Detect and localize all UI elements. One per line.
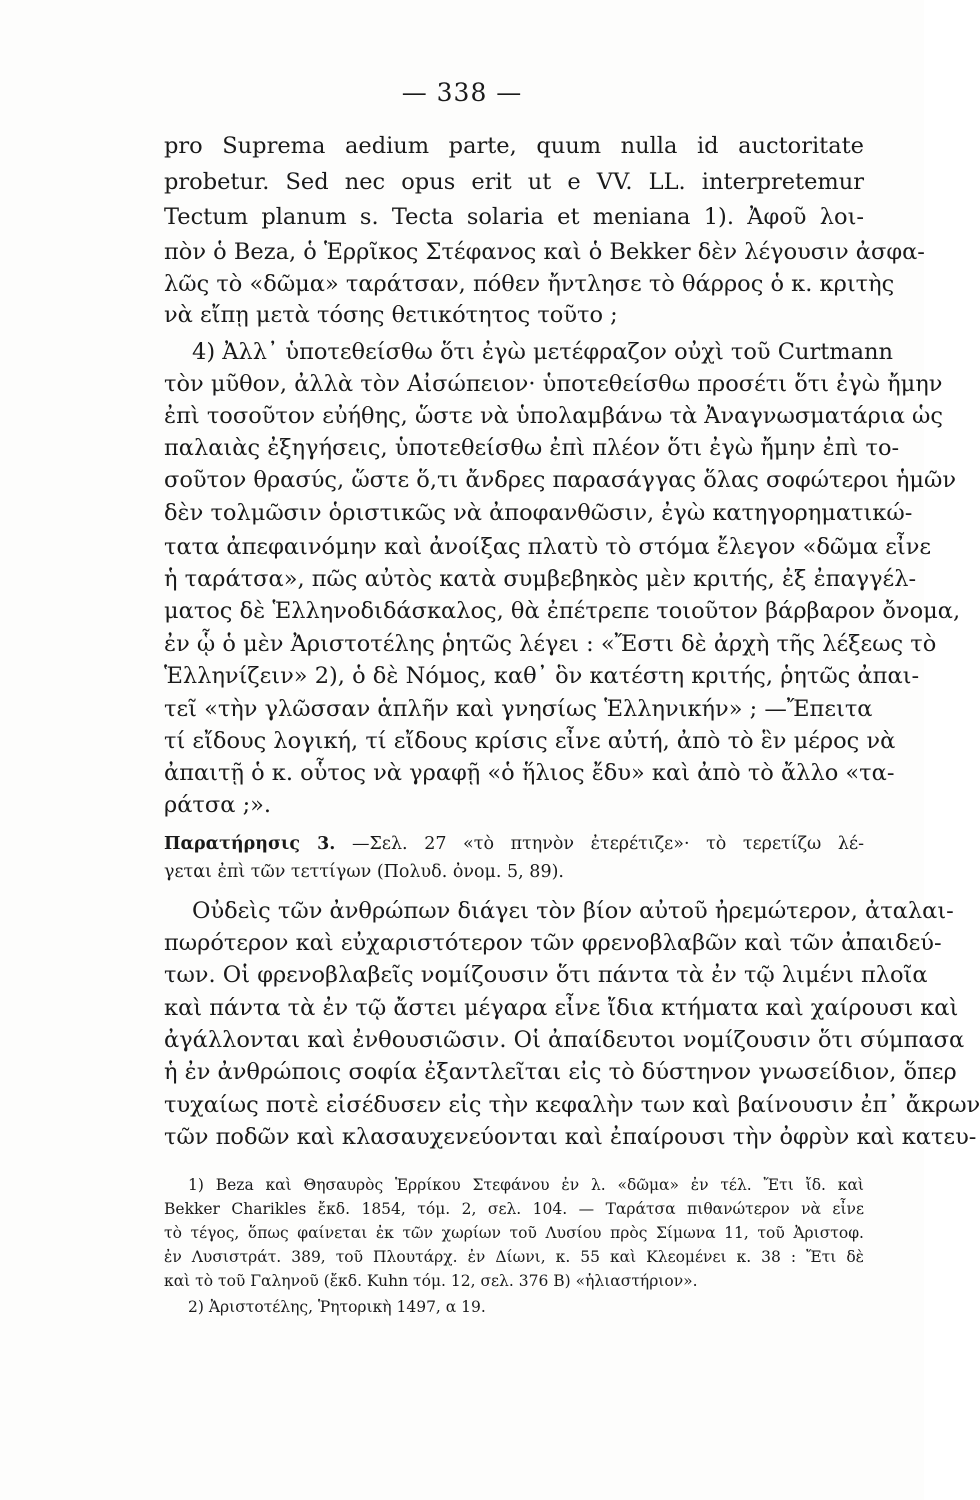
- text-line: ἡ ἐν ἀνθρώποις σοφία ἐξαντλεῖται εἰς τὸ δύστηνον γνωσείδιον, ὅπερ: [164, 1059, 957, 1085]
- footnote-line: ἐν Λυσιστράτ. 389, τοῦ Πλουτάρχ. ἐν Δίωνι, κ. 55 καὶ Κλεομένει κ. 38 : Ἔτι δὲ: [164, 1248, 864, 1266]
- text-line: pro Suprema aedium parte, quum nulla id auctoritate: [164, 133, 864, 159]
- text-line: τί εἴδους λογική, τί εἴδους κρίσις εἶνε αὐτή, ἀπὸ τὸ ἓν μέρος νὰ: [164, 728, 896, 754]
- text-line: των. Οἱ φρενοβλαβεῖς νομίζουσιν ὅτι πάντα τὰ ἐν τῷ λιμένι πλοῖα: [164, 962, 928, 988]
- text-line: πωρότερον καὶ εὐχαριστότερον τῶν φρενοβλαβῶν καὶ τῶν ἀπαιδεύ-: [164, 930, 942, 956]
- text-line: σοῦτον θρασύς, ὥστε ὅ,τι ἄνδρες παρασάγγας ὅλας σοφώτεροι ἡμῶν: [164, 467, 956, 493]
- footnote-line: τὸ τέγος, ὅπως φαίνεται ἐκ τῶν χωρίων τοῦ Λυσίου πρὸς Σίμωνα 11, τοῦ Ἀριστοφ.: [164, 1224, 864, 1242]
- text-line: παλαιὰς ἐξηγήσεις, ὑποτεθείσθω ἐπὶ πλέον ὅτι ἐγὼ ἤμην ἐπὶ το-: [164, 435, 900, 461]
- text-line: ἀγάλλονται καὶ ἐνθουσιῶσιν. Οἱ ἀπαίδευτοι νομίζουσιν ὅτι σύμπασα: [164, 1027, 965, 1053]
- text-line: τυχαίως ποτὲ εἰσέδυσεν εἰς τὴν κεφαλὴν των καὶ βαίνουσιν ἐπ᾽ ἄκρων: [164, 1092, 980, 1118]
- text-line: τεῖ «τὴν γλῶσσαν ἁπλῆν καὶ γνησίως Ἑλληνικήν» ; —Ἔπειτα: [164, 696, 873, 722]
- text-line: Tectum planum s. Tecta solaria et meniana 1). Ἀφοῦ λοι-: [164, 204, 864, 230]
- text-line: ματος δὲ Ἑλληνοδιδάσκαλος, θὰ ἐπέτρεπε τοιοῦτον βάρβαρον ὄνομα,: [164, 598, 961, 624]
- text-line: τατα ἀπεφαινόμην καὶ ἀνοίξας πλατὺ τὸ στόμα ἔλεγον «δῶμα εἶνε: [164, 534, 932, 560]
- text-line: 4) Ἀλλ᾽ ὑποτεθείσθω ὅτι ἐγὼ μετέφραζον οὐχὶ τοῦ Curtmann: [192, 339, 893, 365]
- text-line: probetur. Sed nec opus erit ut e VV. LL. interpretemur: [164, 169, 864, 195]
- text-line: ἐπὶ τοσοῦτον εὐήθης, ὥστε νὰ ὑπολαμβάνω τὰ Ἀναγνωσματάρια ὡς: [164, 403, 943, 429]
- note-line: γεται ἐπὶ τῶν τεττίγων (Πολυδ. ὀνομ. 5, 89).: [164, 862, 564, 882]
- footnote-line: καὶ τὸ τοῦ Γαληνοῦ (ἔκδ. Kuhn τόμ. 12, σελ. 376 Β) «ἡλιαστήριον».: [164, 1272, 698, 1290]
- text-line: δὲν τολμῶσιν ὁριστικῶς νὰ ἀποφανθῶσιν, ἐγὼ κατηγορηματικώ-: [164, 500, 913, 526]
- text-line: καὶ πάντα τὰ ἐν τῷ ἄστει μέγαρα εἶνε ἴδια κτήματα καὶ χαίρουσι καὶ: [164, 995, 959, 1021]
- text-line: ἀπαιτῇ ὁ κ. οὗτος νὰ γραφῇ «ὁ ἥλιος ἔδυ» καὶ ἀπὸ τὸ ἄλλο «τα-: [164, 760, 895, 786]
- text-line: πὸν ὁ Beza, ὁ Ἑρρῖκος Στέφανος καὶ ὁ Bekker δὲν λέγουσιν ἀσφα-: [164, 239, 925, 265]
- text-line: τὸν μῦθον, ἀλλὰ τὸν Αἰσώπειον· ὑποτεθείσθω προσέτι ὅτι ἐγὼ ἤμην: [164, 371, 943, 397]
- page-number: — 338 —: [401, 78, 523, 107]
- text-line: Ἑλληνίζειν» 2), ὁ δὲ Νόμος, καθ᾽ ὃν κατέστη κριτής, ῥητῶς ἀπαι-: [164, 663, 920, 689]
- text-line: λῶς τὸ «δῶμα» ταράτσαν, πόθεν ἤντλησε τὸ θάρρος ὁ κ. κριτὴς: [164, 271, 895, 297]
- text-line: Οὐδεὶς τῶν ἀνθρώπων διάγει τὸν βίον αὐτοῦ ἠρεμώτερον, ἀταλαι-: [192, 898, 954, 924]
- note-heading: Παρατήρησις 3.: [164, 834, 336, 854]
- note-text: —Σελ. 27 «τὸ πτηνὸν ἐτερέτιζε»· τὸ τερετίζω λέ-: [352, 834, 864, 854]
- text-line: ἡ ταράτσα», πῶς αὐτὸς κατὰ συμβεβηκὸς μὲν κριτής, ἐξ ἐπαγγέλ-: [164, 566, 917, 592]
- text-line: ἐν ᾧ ὁ μὲν Ἀριστοτέλης ῥητῶς λέγει : «Ἔστι δὲ ἀρχὴ τῆς λέξεως τὸ: [164, 631, 937, 657]
- text-line: τῶν ποδῶν καὶ κλασαυχενεύονται καὶ ἐπαίρουσι τὴν ὀφρὺν καὶ κατευ-: [164, 1124, 977, 1150]
- footnote-line: 2) Ἀριστοτέλης, Ῥητορικὴ 1497, α 19.: [188, 1298, 486, 1316]
- footnote-line: Bekker Charikles ἔκδ. 1854, τόμ. 2, σελ. 104. — Ταράτσα πιθανώτερον νὰ εἶνε: [164, 1200, 864, 1218]
- text-line: ράτσα ;».: [164, 792, 272, 818]
- note-line: [164, 831, 864, 857]
- text-line: νὰ εἴπῃ μετὰ τόσης θετικότητος τοῦτο ;: [164, 302, 618, 328]
- footnote-line: 1) Beza καὶ Θησαυρὸς Ἑρρίκου Στεφάνου ἐν λ. «δῶμα» ἐν τέλ. Ἔτι ἴδ. καὶ: [188, 1176, 864, 1194]
